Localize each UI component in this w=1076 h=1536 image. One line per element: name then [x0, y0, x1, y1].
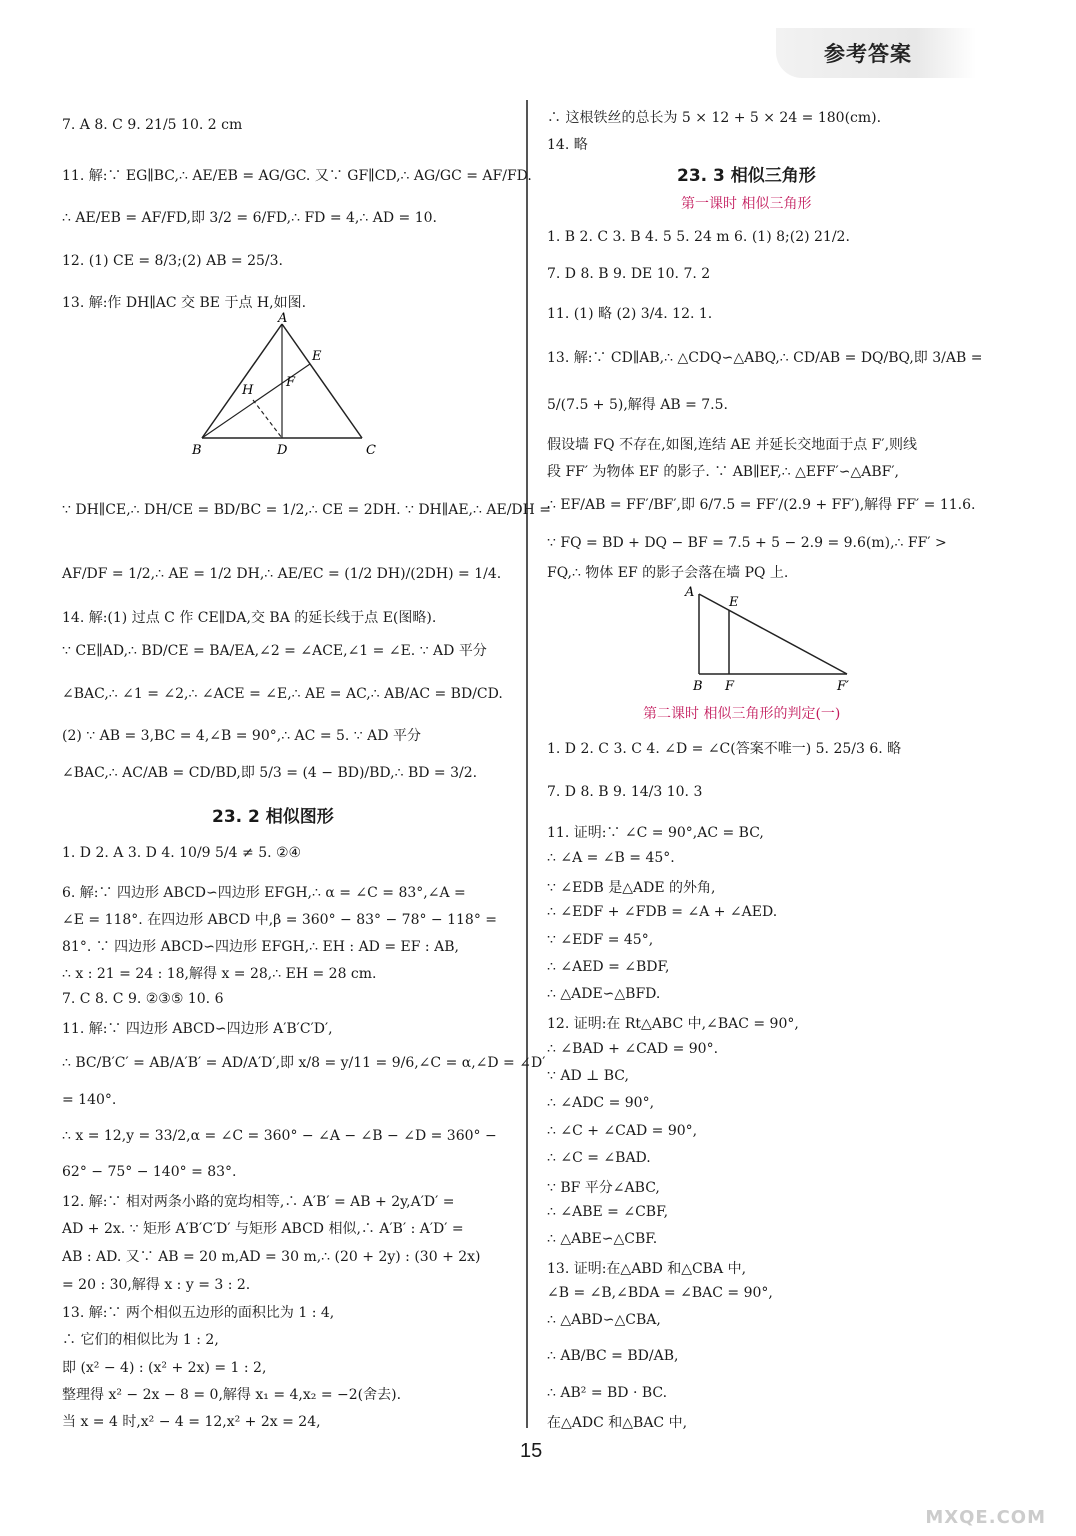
answer-line: ∠B = ∠B,∠BDA = ∠BAC = 90°,: [547, 1285, 773, 1301]
answer-line: 假设墙 FQ 不存在,如图,连结 AE 并延长交地面于点 F′,则线: [547, 437, 918, 453]
answer-line: ∴ ∠EDF + ∠FDB = ∠A + ∠AED.: [547, 904, 778, 920]
figure-shadow: [677, 580, 877, 696]
answer-line: 5/(7.5 + 5),解得 AB = 7.5.: [547, 397, 728, 413]
answer-line: ∴ BC/B′C′ = AB/A′B′ = AD/A′D′,即 x/8 = y/11 = 9/6,∠C = α,∠D = ∠D′: [62, 1055, 546, 1071]
answer-line: 81°. ∵ 四边形 ABCD∽四边形 EFGH,∴ EH : AD = EF : AB,: [62, 939, 459, 955]
answer-line: 在△ADC 和△BAC 中,: [547, 1415, 688, 1431]
answer-line: 13. 解:作 DH∥AC 交 BE 于点 H,如图.: [62, 295, 307, 311]
answer-line: 1. D 2. A 3. D 4. 10/9 5/4 ≠ 5. ②④: [62, 845, 302, 861]
answer-line: 11. 解:∵ EG∥BC,∴ AE/EB = AG/GC. 又∵ GF∥CD,∴ AG/GC = AF/FD.: [62, 168, 532, 184]
answer-line: ∵ ∠EDB 是△ADE 的外角,: [547, 880, 716, 896]
watermark: MXQE.COM: [925, 1507, 1046, 1528]
answer-line: 62° − 75° − 140° = 83°.: [62, 1164, 237, 1180]
answer-line: ∴ ∠C + ∠CAD = 90°,: [547, 1123, 698, 1139]
answer-line: 1. B 2. C 3. B 4. 5 5. 24 m 6. (1) 8;(2) 21/2.: [547, 229, 850, 245]
answer-line: ∴ △ADE∽△BFD.: [547, 986, 661, 1002]
answer-line: 整理得 x² − 2x − 8 = 0,解得 x₁ = 4,x₂ = −2(舍去).: [62, 1387, 402, 1403]
fig1-label-b: B: [192, 443, 202, 458]
answer-line: 12. 解:∵ 相对两条小路的宽均相等,∴ A′B′ = AB + 2y,A′D′ =: [62, 1194, 455, 1210]
answer-line: AB : AD. 又∵ AB = 20 m,AD = 30 m,∴ (20 + 2y) : (30 + 2x): [62, 1249, 481, 1265]
answer-line: ∴ 这根铁丝的总长为 5 × 12 + 5 × 24 = 180(cm).: [547, 110, 882, 126]
answer-line: ∵ BF 平分∠ABC,: [547, 1180, 660, 1196]
section-title-23-3: 23. 3 相似三角形: [677, 166, 816, 186]
answer-line: 段 FF′ 为物体 EF 的影子. ∵ AB∥EF,∴ △EFF′∽△ABF′,: [547, 464, 899, 480]
fig2-label-e: E: [729, 595, 739, 610]
answer-line: (2) ∵ AB = 3,BC = 4,∠B = 90°,∴ AC = 5. ∵ AD 平分: [62, 728, 421, 744]
answer-line: 12. (1) CE = 8/3;(2) AB = 25/3.: [62, 253, 284, 269]
answer-line: ∵ FQ = BD + DQ − BF = 7.5 + 5 − 2.9 = 9.6(m),∴ FF′ >: [547, 535, 947, 551]
answer-line: 6. 解:∵ 四边形 ABCD∽四边形 EFGH,∴ α = ∠C = 83°,∠A =: [62, 885, 466, 901]
answer-line: ∴ ∠ADC = 90°,: [547, 1095, 655, 1111]
answer-line: 13. 解:∵ 两个相似五边形的面积比为 1 : 4,: [62, 1305, 335, 1321]
answer-line: ∵ CE∥AD,∴ BD/CE = BA/EA,∠2 = ∠ACE,∠1 = ∠E. ∵ AD 平分: [62, 643, 487, 659]
answer-line: ∴ △ABD∽△CBA,: [547, 1312, 661, 1328]
fig2-label-f-prime: F′: [837, 679, 849, 694]
lesson-title-1: 第一课时 相似三角形: [681, 196, 812, 212]
answer-line: ∴ ∠A = ∠B = 45°.: [547, 850, 675, 866]
answer-line: 11. 解:∵ 四边形 ABCD∽四边形 A′B′C′D′,: [62, 1021, 333, 1037]
answer-line: 11. 证明:∵ ∠C = 90°,AC = BC,: [547, 825, 764, 841]
answer-line: ∴ 它们的相似比为 1 : 2,: [62, 1332, 219, 1348]
column-divider: [526, 100, 528, 1428]
fig2-label-b: B: [693, 679, 703, 694]
fig2-label-a: A: [685, 585, 695, 600]
answer-line: ∵ ∠EDF = 45°,: [547, 932, 654, 948]
fig1-label-d: D: [277, 443, 288, 458]
answer-line: ∴ ∠AED = ∠BDF,: [547, 959, 670, 975]
fig1-label-f: F: [286, 375, 296, 390]
header-title: 参考答案: [824, 42, 912, 66]
answer-line: ∴ AB² = BD · BC.: [547, 1385, 668, 1401]
answer-line: ∴ △ABE∽△CBF.: [547, 1231, 658, 1247]
fig1-label-e: E: [312, 349, 322, 364]
answer-line: 7. C 8. C 9. ②③⑤ 10. 6: [62, 991, 224, 1007]
answer-line: ∴ x = 12,y = 33/2,α = ∠C = 360° − ∠A − ∠B − ∠D = 360° −: [62, 1128, 497, 1144]
answer-line: FQ,∴ 物体 EF 的影子会落在墙 PQ 上.: [547, 565, 789, 581]
fig2-label-f: F: [725, 679, 735, 694]
answer-line: AD + 2x. ∵ 矩形 A′B′C′D′ 与矩形 ABCD 相似,∴ A′B′ : A′D′ =: [62, 1221, 464, 1237]
answer-line: 14. 略: [547, 137, 588, 153]
answer-line: 1. D 2. C 3. C 4. ∠D = ∠C(答案不唯一) 5. 25/3 6. 略: [547, 741, 902, 757]
answer-line: = 140°.: [62, 1092, 117, 1108]
fig1-label-h: H: [242, 383, 254, 398]
answer-line: ∴ EF/AB = FF′/BF′,即 6/7.5 = FF′/(2.9 + FF′),解得 FF′ = 11.6.: [547, 497, 976, 513]
answer-line: ∴ AE/EB = AF/FD,即 3/2 = 6/FD,∴ FD = 4,∴ AD = 10.: [62, 210, 437, 226]
answer-line: ∴ ∠BAD + ∠CAD = 90°.: [547, 1041, 719, 1057]
answer-line: 11. (1) 略 (2) 3/4. 12. 1.: [547, 306, 713, 322]
answer-line: ∠BAC,∴ AC/AB = CD/BD,即 5/3 = (4 − BD)/BD,∴ BD = 3/2.: [62, 765, 478, 781]
answer-line: ∵ AD ⊥ BC,: [547, 1068, 629, 1084]
answer-line: ∴ ∠C = ∠BAD.: [547, 1150, 651, 1166]
answer-line: ∴ x : 21 = 24 : 18,解得 x = 28,∴ EH = 28 cm.: [62, 966, 377, 982]
section-title-23-2: 23. 2 相似图形: [212, 807, 334, 827]
answer-line: 当 x = 4 时,x² − 4 = 12,x² + 2x = 24,: [62, 1414, 321, 1430]
answer-line: ∴ AB/BC = BD/AB,: [547, 1348, 679, 1364]
answer-line: ∠E = 118°. 在四边形 ABCD 中,β = 360° − 83° − 78° − 118° =: [62, 912, 498, 928]
answer-line: ∠BAC,∴ ∠1 = ∠2,∴ ∠ACE = ∠E,∴ AE = AC,∴ AB/AC = BD/CD.: [62, 686, 503, 702]
lesson-title-2: 第二课时 相似三角形的判定(一): [643, 706, 841, 722]
answer-line: = 20 : 30,解得 x : y = 3 : 2.: [62, 1277, 251, 1293]
fig1-label-c: C: [366, 443, 376, 458]
answer-line: 7. D 8. B 9. DE 10. 7. 2: [547, 266, 711, 282]
answer-line: 即 (x² − 4) : (x² + 2x) = 1 : 2,: [62, 1360, 267, 1376]
answer-line: 7. A 8. C 9. 21/5 10. 2 cm: [62, 117, 243, 133]
answer-line: 13. 解:∵ CD∥AB,∴ △CDQ∽△ABQ,∴ CD/AB = DQ/BQ,即 3/AB =: [547, 350, 983, 366]
answer-line: 12. 证明:在 Rt△ABC 中,∠BAC = 90°,: [547, 1016, 799, 1032]
fig1-label-a: A: [278, 312, 288, 326]
page-number: 15: [520, 1440, 543, 1462]
answer-line: AF/DF = 1/2,∴ AE = 1/2 DH,∴ AE/EC = (1/2 DH)/(2DH) = 1/4.: [62, 566, 502, 582]
answer-line: 14. 解:(1) 过点 C 作 CE∥DA,交 BA 的延长线于点 E(图略).: [62, 610, 437, 626]
answer-line: 13. 证明:在△ABD 和△CBA 中,: [547, 1261, 747, 1277]
answer-line: 7. D 8. B 9. 14/3 10. 3: [547, 784, 703, 800]
figure-triangle-abc: [190, 312, 440, 462]
answer-line: ∴ ∠ABE = ∠CBF,: [547, 1204, 669, 1220]
answer-line: ∵ DH∥CE,∴ DH/CE = BD/BC = 1/2,∴ CE = 2DH. ∵ DH∥AE,∴ AE/DH =: [62, 502, 552, 518]
